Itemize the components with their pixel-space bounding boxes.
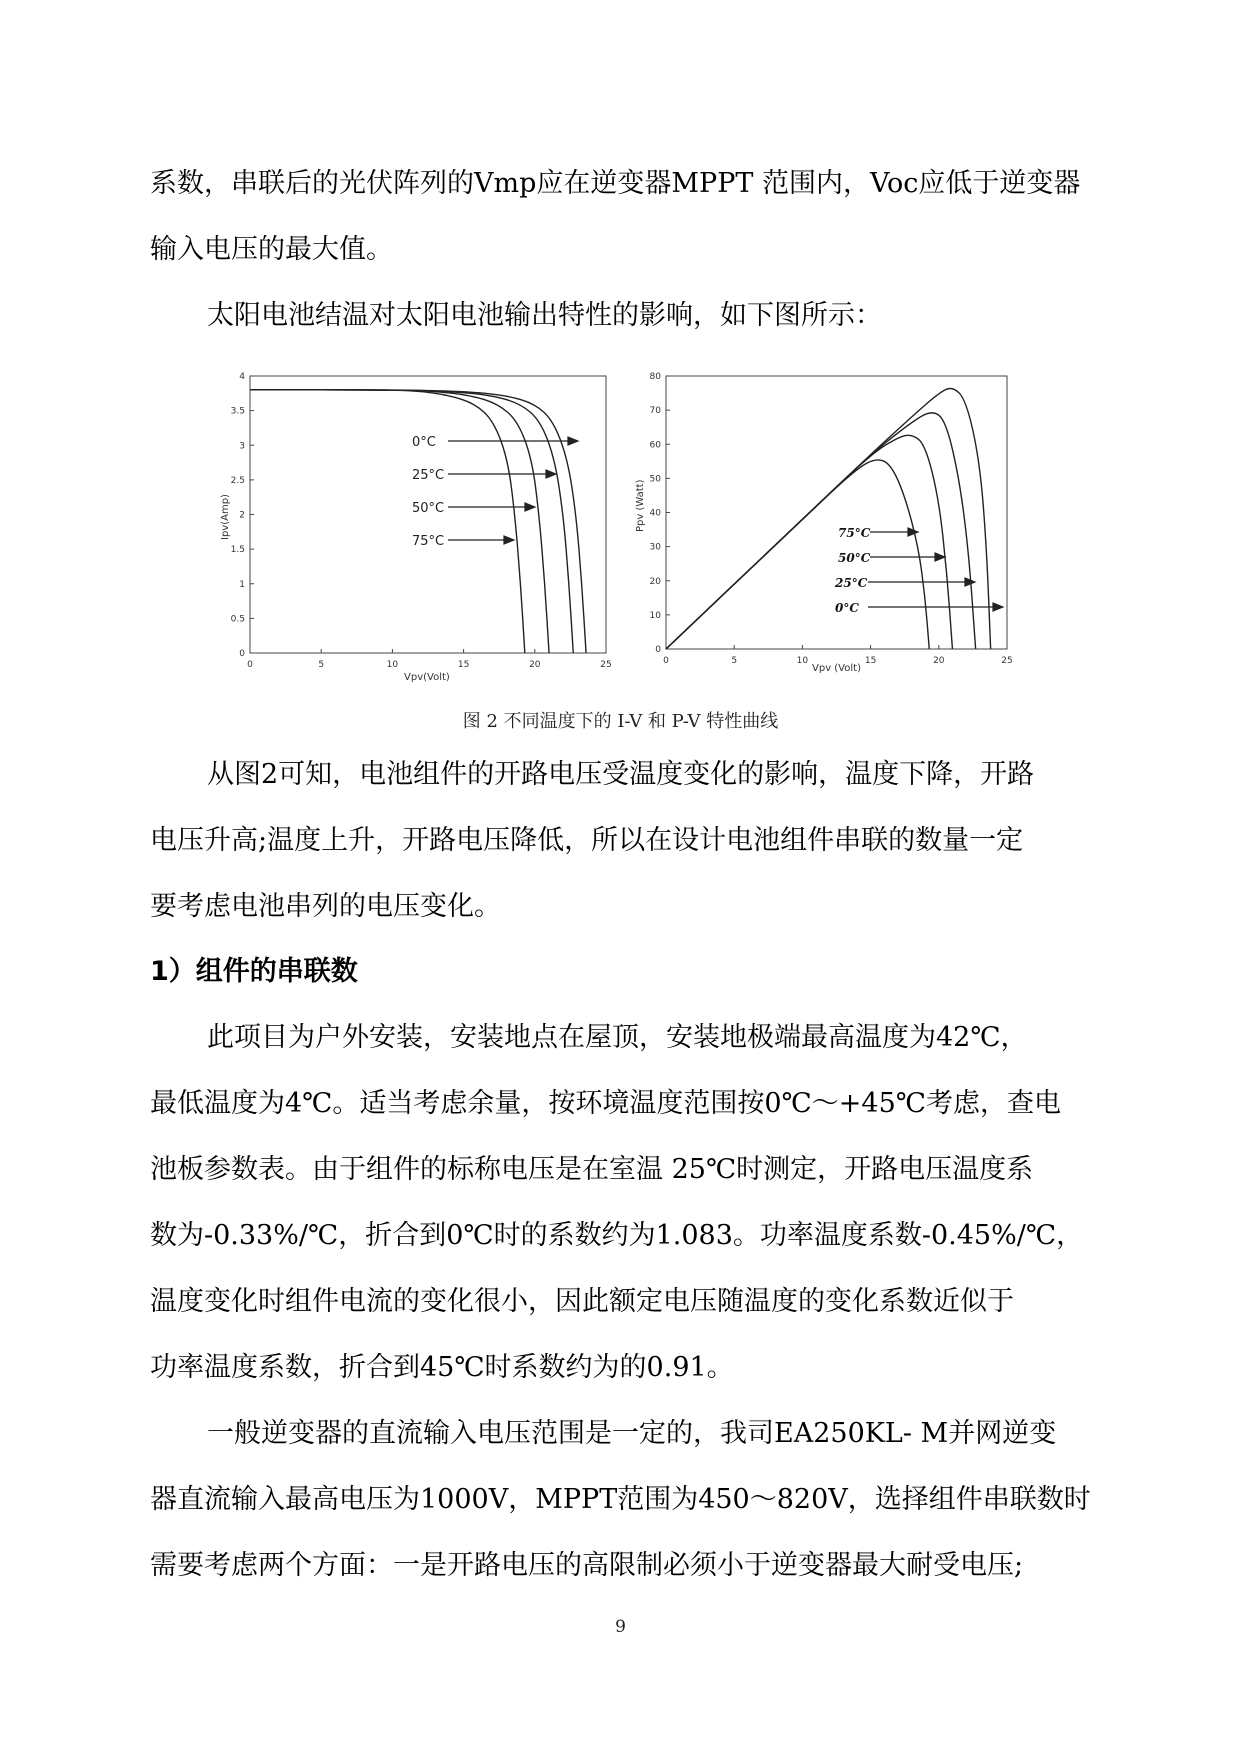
iv-series-50c — [250, 390, 549, 653]
figure-caption: 图 2 不同温度下的 I-V 和 P-V 特性曲线 — [462, 711, 779, 732]
pv-xtick-label: 25 — [1001, 656, 1013, 666]
iv-xtick-label: 0 — [247, 660, 253, 670]
paragraph-line: 系数，串联后的光伏阵列的Vmp应在逆变器MPPT 范围内，Voc应低于逆变器 — [150, 168, 1081, 199]
iv-ytick-label: 4 — [239, 372, 245, 382]
iv-xtick-label: 5 — [318, 660, 325, 670]
pv-arrows — [868, 528, 1003, 611]
paragraph-line: 此项目为户外安装，安装地点在屋顶，安装地极端最高温度为42℃， — [207, 1022, 1028, 1053]
paragraph-line: 一般逆变器的直流输入电压范围是一定的，我司EA250KL- M并网逆变 — [207, 1418, 1057, 1449]
pv-ytick-label: 80 — [649, 372, 661, 382]
paragraph-line: 最低温度为4℃。适当考虑余量，按环境温度范围按0℃～+45℃考虑，查电 — [150, 1088, 1061, 1119]
iv-series-75c — [250, 390, 525, 653]
iv-ytick-label: 0.5 — [230, 614, 245, 625]
pv-ytick-label: 70 — [649, 406, 661, 417]
paragraph-line: 太阳电池结温对太阳电池输出特性的影响，如下图所示： — [207, 300, 882, 331]
pv-series-50c — [666, 435, 952, 649]
pv-ytick-label: 20 — [649, 576, 661, 587]
pv-xtick-label: 15 — [864, 656, 877, 666]
iv-chart — [220, 372, 612, 683]
iv-annotation-0c: 0°C — [412, 435, 436, 450]
paragraph-line: 需要考虑两个方面：一是开路电压的高限制必须小于逆变器最大耐受电压; — [150, 1550, 1024, 1581]
iv-series-0c — [250, 390, 586, 653]
pv-annotation-0c: 0°C — [835, 601, 859, 615]
paragraph-line: 功率温度系数，折合到45℃时系数约为的0.91。 — [150, 1352, 734, 1383]
iv-ytick-label: 1 — [239, 579, 245, 590]
iv-arrows — [448, 437, 578, 544]
pv-xtick-label: 5 — [731, 656, 738, 666]
paragraph-line: 数为-0.33%/℃，折合到0℃时的系数约为1.083。功率温度系数-0.45%/℃， — [150, 1220, 1084, 1251]
iv-ytick-label: 3.5 — [230, 406, 245, 417]
iv-annotation-50c: 50°C — [412, 501, 445, 516]
iv-xlabel: Vpv(Volt) — [404, 672, 450, 683]
pv-xtick-label: 20 — [933, 656, 945, 666]
figure-charts — [0, 0, 1241, 700]
pv-xlabel: Vpv (Volt) — [812, 663, 861, 674]
paragraph-line: 从图2可知，电池组件的开路电压受温度变化的影响，温度下降，开路 — [207, 759, 1035, 790]
pv-ytick-label: 60 — [649, 440, 661, 451]
pv-annotation-25c: 25°C — [835, 576, 868, 590]
pv-ytick-label: 50 — [649, 474, 661, 485]
pv-xtick-label: 10 — [796, 656, 809, 666]
paragraph-line: 器直流输入最高电压为1000V，MPPT范围为450～820V，选择组件串联数时 — [150, 1484, 1091, 1515]
page-number: 9 — [615, 1617, 626, 1637]
pv-ytick-label: 30 — [649, 542, 661, 553]
iv-xtick-label: 25 — [600, 660, 612, 670]
iv-ytick-label: 1.5 — [230, 545, 245, 556]
iv-ytick-label: 0 — [239, 649, 245, 659]
iv-ytick-label: 3 — [239, 441, 245, 452]
section-heading: 1）组件的串联数 — [150, 956, 358, 987]
pv-annotation-50c: 50°C — [838, 551, 871, 565]
paragraph-line: 温度变化时组件电流的变化很小，因此额定电压随温度的变化系数近似于 — [150, 1286, 1014, 1317]
paragraph-line: 输入电压的最大值。 — [150, 234, 393, 265]
paragraph-line: 电压升高;温度上升，开路电压降低，所以在设计电池组件串联的数量一定 — [150, 825, 1024, 856]
pv-ytick-label: 0 — [655, 645, 661, 655]
iv-annotation-75c: 75°C — [412, 534, 445, 549]
pv-annotation-75c: 75°C — [838, 526, 871, 540]
iv-ylabel: Ipv(Amp) — [220, 494, 231, 540]
iv-ytick-label: 2 — [239, 510, 245, 521]
pv-ytick-label: 10 — [649, 610, 661, 621]
iv-xtick-label: 15 — [457, 660, 470, 670]
paragraph-line: 池板参数表。由于组件的标称电压是在室温 25℃时测定，开路电压温度系 — [150, 1154, 1034, 1185]
paragraph-line: 要考虑电池串列的电压变化。 — [150, 891, 501, 922]
pv-series-75c — [666, 460, 929, 649]
pv-ylabel: Ppv (Watt) — [635, 479, 646, 532]
pv-series-0c — [666, 389, 991, 649]
pv-xtick-label: 0 — [663, 656, 669, 666]
pv-ytick-label: 40 — [649, 508, 661, 519]
pv-series-25c — [666, 413, 976, 649]
iv-annotation-25c: 25°C — [412, 468, 445, 483]
pv-chart — [635, 372, 1013, 674]
iv-ytick-label: 2.5 — [230, 475, 245, 486]
iv-xtick-label: 20 — [529, 660, 541, 670]
iv-xtick-label: 10 — [386, 660, 399, 670]
iv-series-25c — [250, 390, 573, 653]
